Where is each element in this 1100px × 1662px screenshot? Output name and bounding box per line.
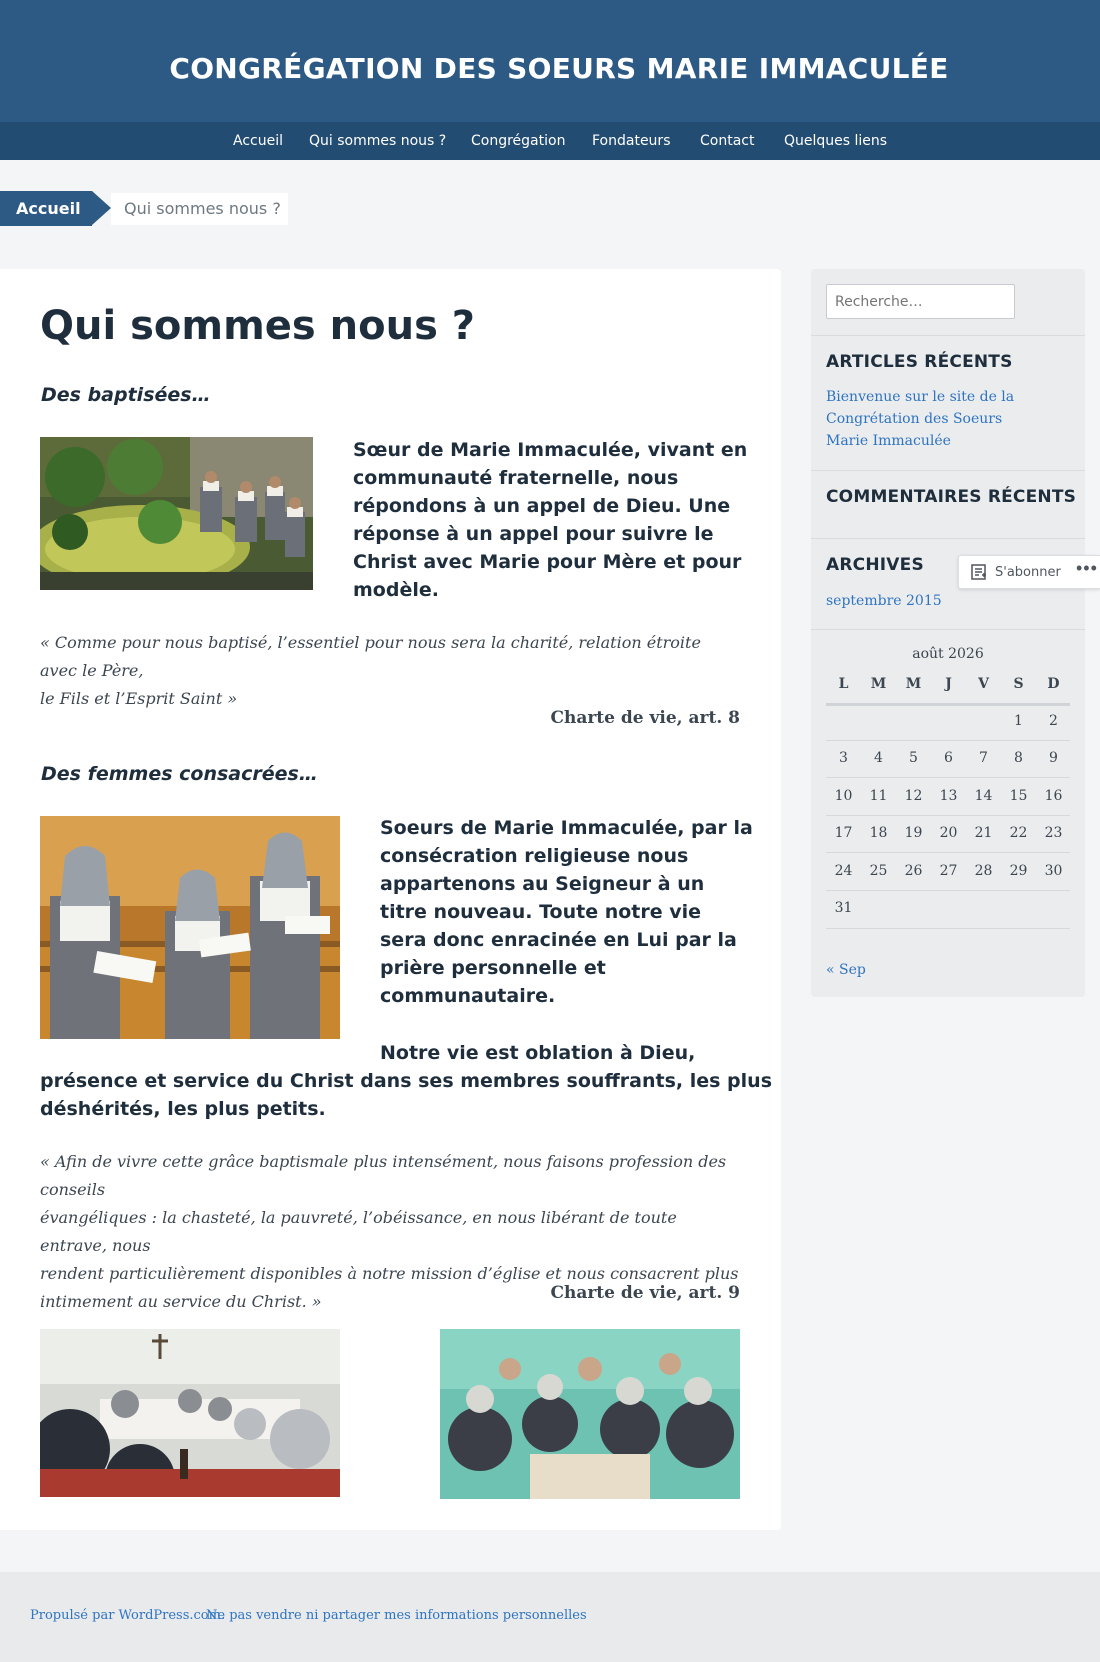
calendar-day: 18 <box>869 825 888 841</box>
weekday: D <box>1047 676 1060 692</box>
quote-line: rendent particulièrement disponibles à notre mission d’église et nous consacrent plus <box>40 1264 739 1283</box>
calendar-day: 22 <box>1009 825 1028 841</box>
sidebar-divider <box>811 335 1085 336</box>
quote-line: le Fils et l’Esprit Saint » <box>40 689 238 708</box>
calendar-day: 27 <box>939 863 958 879</box>
citation-art-8: Charte de vie, art. 8 <box>550 708 740 728</box>
calendar-day: 31 <box>834 900 853 916</box>
link-line: Congrétation des Soeurs <box>826 411 1003 427</box>
widget-title-archives: ARCHIVES <box>826 555 924 575</box>
calendar-day: 12 <box>904 788 923 804</box>
lead-line: communautaire. <box>380 985 556 1007</box>
weekday: M <box>905 676 922 692</box>
nav-qui-sommes-nous[interactable]: Qui sommes nous ? <box>309 133 447 149</box>
main-navigation <box>0 122 1100 160</box>
sidebar-divider <box>811 629 1085 630</box>
reader-icon <box>971 564 987 580</box>
lead-line-desherites: déshérités, les plus petits. <box>40 1098 326 1120</box>
subscribe-label: S'abonner <box>995 565 1061 580</box>
nav-fondateurs[interactable]: Fondateurs <box>592 133 671 149</box>
footer-privacy-link[interactable]: Ne pas vendre ni partager mes informations personnelles <box>206 1608 587 1623</box>
photo-community-gathering <box>440 1329 740 1499</box>
lead-line: Christ avec Marie pour Mère et pour <box>353 551 742 573</box>
search-input[interactable] <box>826 284 1015 319</box>
calendar-day: 21 <box>974 825 993 841</box>
lead-line: réponse à un appel pour suivre le <box>353 523 714 545</box>
breadcrumb-current: Qui sommes nous ? <box>111 193 288 225</box>
lead-text-1 <box>353 436 747 604</box>
nav-quelques-liens[interactable]: Quelques liens <box>784 133 888 149</box>
breadcrumb-home[interactable]: Accueil <box>0 191 92 226</box>
footer-powered-link[interactable]: Propulsé par WordPress.com. <box>30 1608 226 1623</box>
calendar-day: 3 <box>839 750 848 766</box>
calendar-day: 11 <box>869 788 888 804</box>
lead-line-oblation: Notre vie est oblation à Dieu, <box>380 1042 696 1064</box>
subscribe-button[interactable] <box>958 555 1100 589</box>
calendar-day: 4 <box>874 750 883 766</box>
calendar-day: 1 <box>1014 713 1023 729</box>
lead-line: prière personnelle et <box>380 957 606 979</box>
photo-sisters-reading <box>40 816 340 1039</box>
lead-line: Sœur de Marie Immaculée, vivant en <box>353 439 748 461</box>
calendar-day: 2 <box>1049 713 1058 729</box>
calendar-day: 26 <box>904 863 923 879</box>
lead-line-presence: présence et service du Christ dans ses membres souffrants, les plus <box>40 1070 773 1092</box>
section-heading-baptisees: Des baptisées… <box>41 384 211 406</box>
calendar-day: 5 <box>909 750 918 766</box>
calendar-day: 24 <box>834 863 853 879</box>
weekday: S <box>1013 676 1024 692</box>
calendar-day: 23 <box>1044 825 1063 841</box>
calendar-day: 14 <box>974 788 993 804</box>
lead-line: modèle. <box>353 579 439 601</box>
quote-line: évangéliques : la chasteté, la pauvreté, l’obéissance, en nous libérant de toute entrave, nous <box>40 1208 677 1255</box>
photo-sisters-garden <box>40 437 313 590</box>
lead-text-2 <box>380 814 753 1010</box>
calendar-day: 25 <box>869 863 888 879</box>
calendar-day: 19 <box>904 825 923 841</box>
calendar-caption: août 2026 <box>912 646 984 662</box>
calendar-day: 28 <box>974 863 993 879</box>
calendar-row-rule <box>826 852 1070 853</box>
lead-line: titre nouveau. Toute notre vie <box>380 901 702 923</box>
site-title[interactable]: CONGRÉGATION DES SOEURS MARIE IMMACULÉE <box>169 52 949 85</box>
calendar-header-rule <box>826 703 1070 706</box>
more-options-icon[interactable]: ••• <box>1076 558 1098 578</box>
sidebar <box>811 269 1085 997</box>
calendar-row-rule <box>826 928 1070 929</box>
sidebar-divider <box>811 470 1085 471</box>
page-title: Qui sommes nous ? <box>40 303 475 349</box>
lead-line: sera donc enracinée en Lui par la <box>380 929 737 951</box>
lead-line: répondons à un appel de Dieu. Une <box>353 495 731 517</box>
calendar-day: 20 <box>939 825 958 841</box>
calendar-day: 6 <box>944 750 953 766</box>
calendar-row-rule <box>826 815 1070 816</box>
weekday: V <box>978 676 989 692</box>
widget-title-recent-posts: ARTICLES RÉCENTS <box>826 352 1013 372</box>
nav-congregation[interactable]: Congrégation <box>471 133 566 149</box>
calendar-day: 7 <box>979 750 988 766</box>
citation-art-9: Charte de vie, art. 9 <box>550 1283 740 1303</box>
widget-title-recent-comments: COMMENTAIRES RÉCENTS <box>826 487 1077 507</box>
lead-line: appartenons au Seigneur à un <box>380 873 705 895</box>
calendar-day: 29 <box>1009 863 1028 879</box>
nav-contact[interactable]: Contact <box>700 133 755 149</box>
calendar-day: 30 <box>1044 863 1063 879</box>
weekday: L <box>838 676 849 692</box>
quote-line: « Afin de vivre cette grâce baptismale plus intensément, nous faisons profession des conseils <box>40 1152 727 1199</box>
calendar-day: 8 <box>1014 750 1023 766</box>
quote-art-8 <box>40 629 740 713</box>
calendar-row-rule <box>826 777 1070 778</box>
calendar-day: 15 <box>1009 788 1028 804</box>
weekday: M <box>870 676 887 692</box>
breadcrumb-arrow <box>92 191 111 225</box>
calendar-prev-link[interactable]: « Sep <box>826 962 866 978</box>
calendar-day: 17 <box>834 825 853 841</box>
quote-line: « Comme pour nous baptisé, l’essentiel pour nous sera la charité, relation étroite avec le Père, <box>40 633 701 680</box>
lead-line: communauté fraternelle, nous <box>353 467 679 489</box>
lead-line: consécration religieuse nous <box>380 845 689 867</box>
nav-accueil[interactable]: Accueil <box>233 133 283 149</box>
calendar-day: 9 <box>1049 750 1058 766</box>
sidebar-divider <box>811 538 1085 539</box>
recent-post-link[interactable] <box>826 386 1014 452</box>
archive-link-september-2015[interactable]: septembre 2015 <box>826 593 942 609</box>
quote-line: intimement au service du Christ. » <box>40 1292 322 1311</box>
calendar-day: 13 <box>939 788 958 804</box>
calendar-row-rule <box>826 740 1070 741</box>
lead-line: Soeurs de Marie Immaculée, par la <box>380 817 753 839</box>
weekday: J <box>945 676 952 692</box>
link-line: Bienvenue sur le site de la <box>826 389 1015 405</box>
photo-community-meal <box>40 1329 340 1497</box>
calendar-day: 16 <box>1044 788 1063 804</box>
calendar-row-rule <box>826 890 1070 891</box>
link-line: Marie Immaculée <box>826 433 951 449</box>
section-heading-consacrees: Des femmes consacrées… <box>41 763 318 785</box>
calendar-day: 10 <box>834 788 853 804</box>
